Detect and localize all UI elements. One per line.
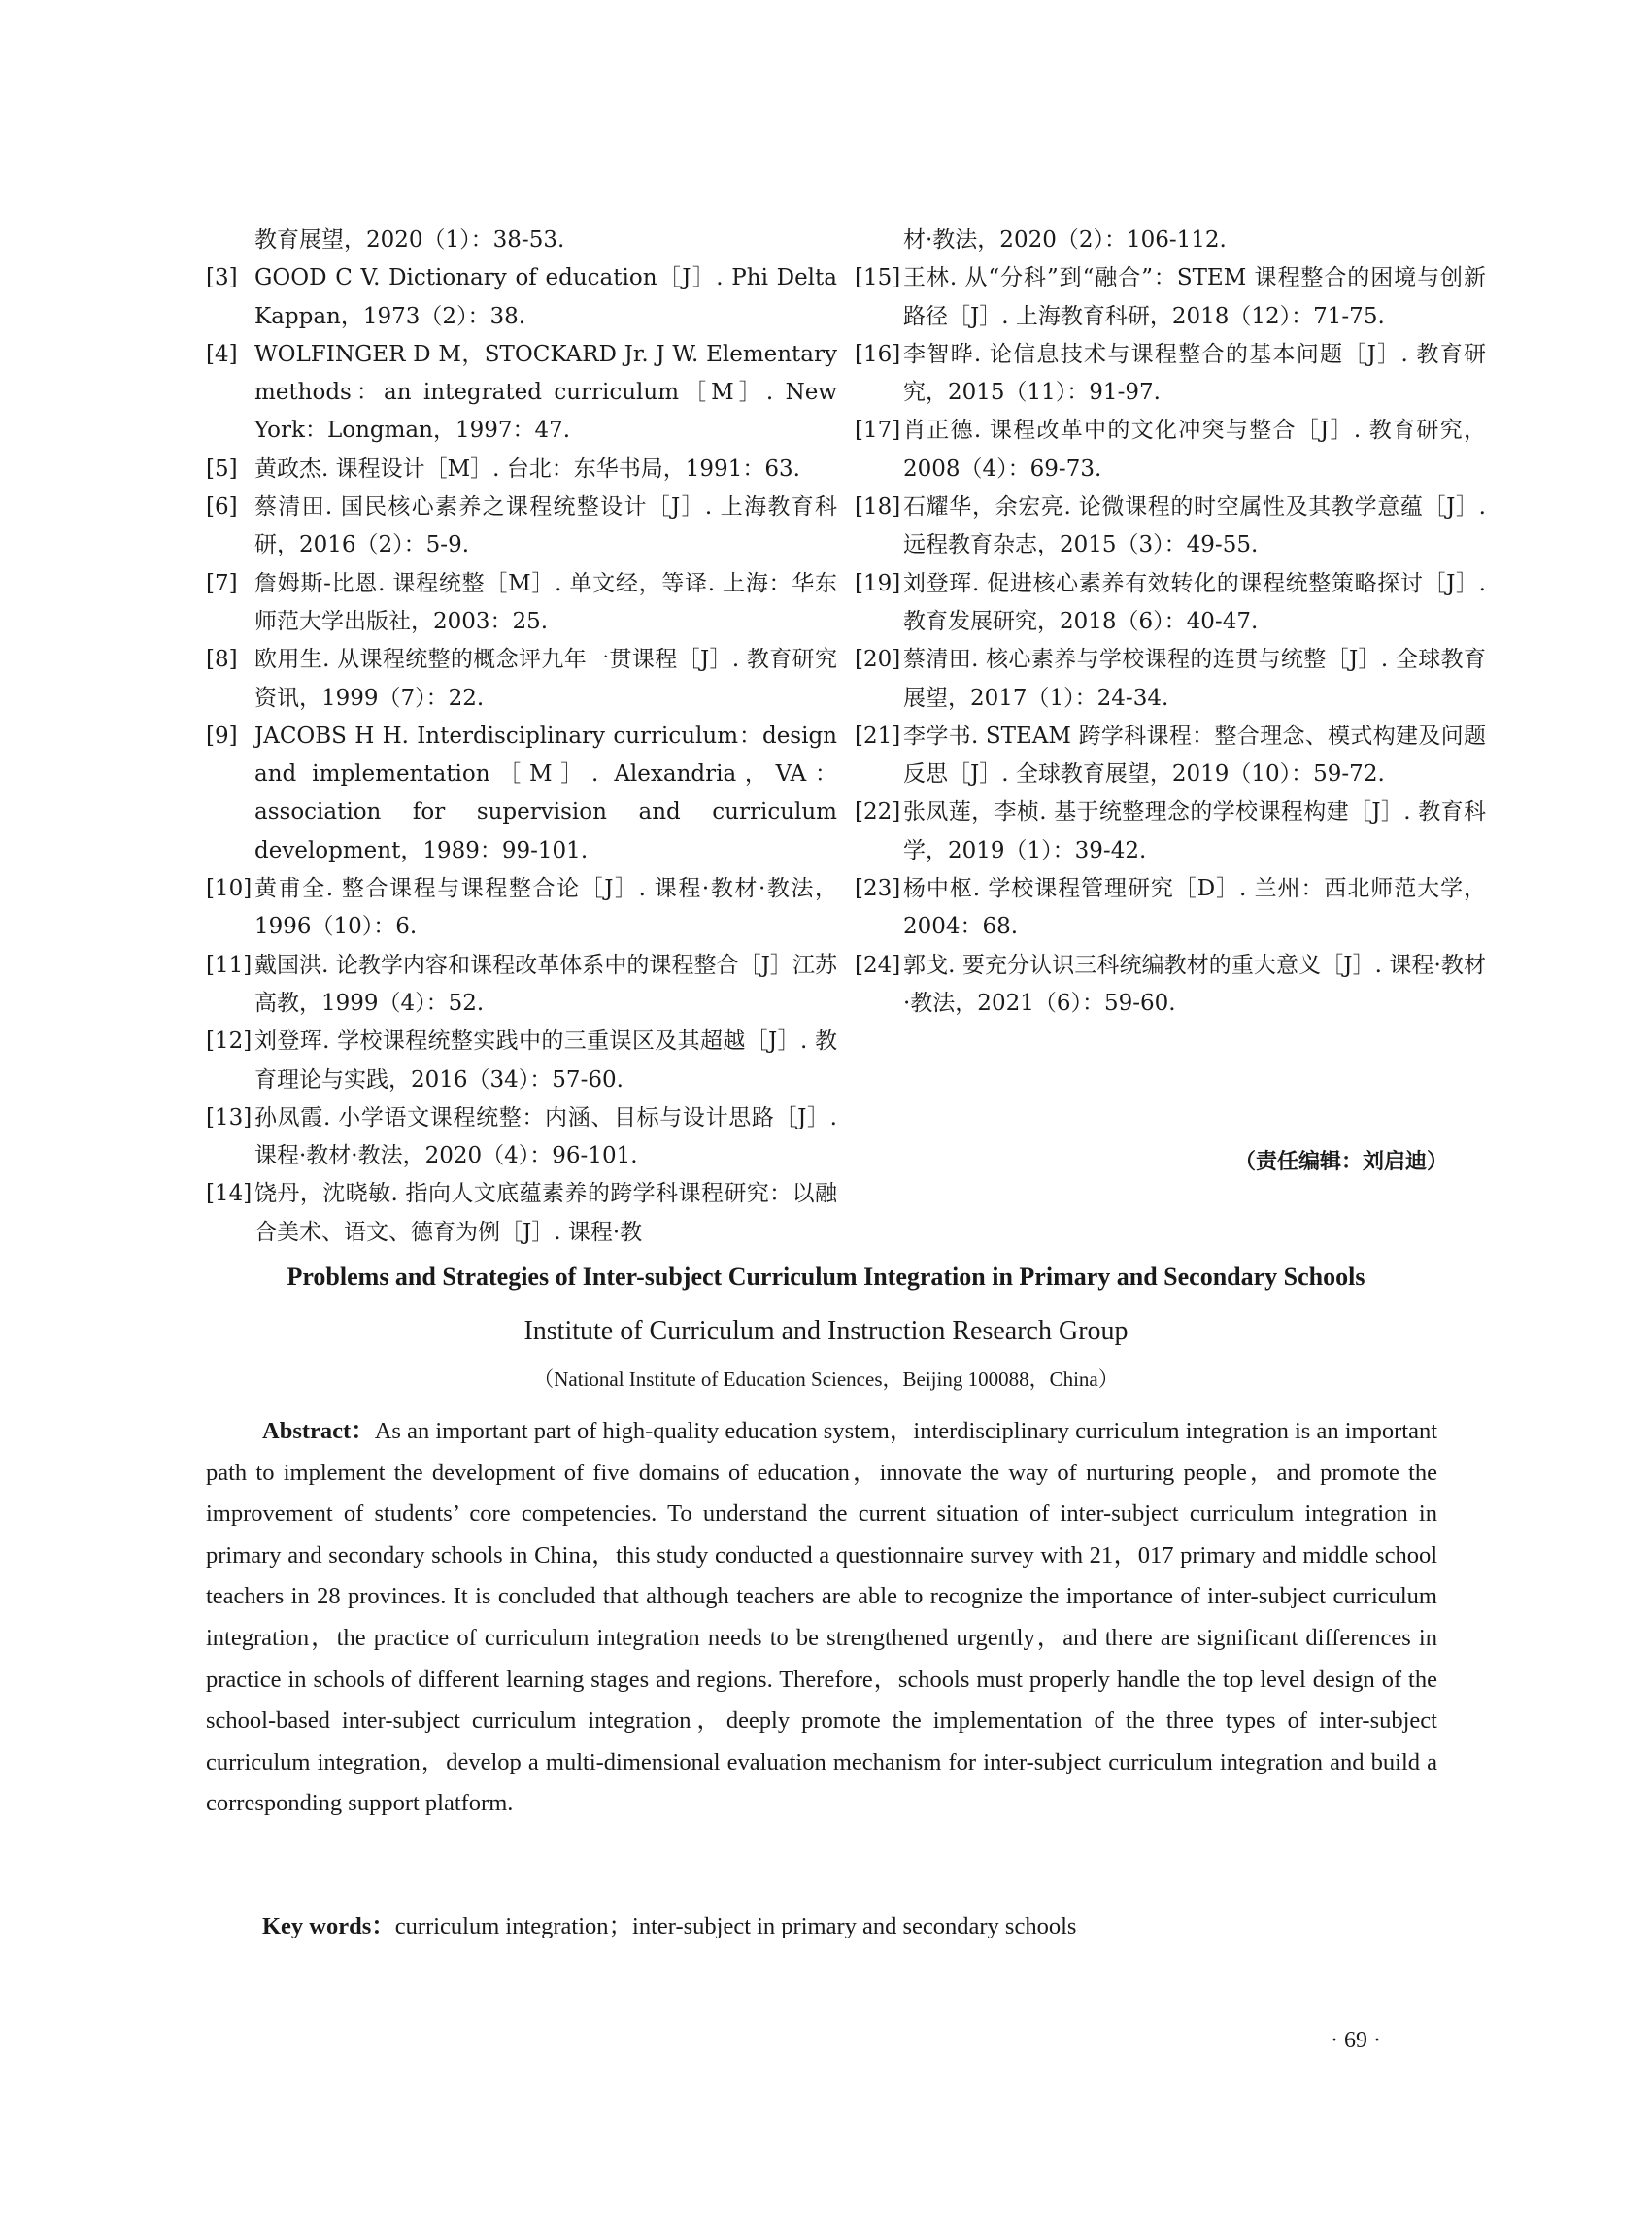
reference-text: JACOBS H H. Interdisciplinary curriculum：design and implementation［M］. Alexandria，VA：association for supervision and curriculum development，1989：99-101. xyxy=(254,723,837,863)
reference-item xyxy=(855,718,1486,794)
reference-number: [7] xyxy=(206,570,238,596)
reference-item xyxy=(855,336,1486,413)
reference-number: [17] xyxy=(855,418,901,444)
reference-number: [11] xyxy=(206,952,253,978)
reference-text: 李智晔. 论信息技术与课程整合的基本问题［J］. 教育研究，2015（11）：91-97. xyxy=(903,341,1486,406)
keywords-label: Key words： xyxy=(262,1913,395,1939)
page-number: · 69 · xyxy=(1331,2028,1381,2053)
reference-text: 蔡清田. 国民核心素养之课程统整设计［J］. 上海教育科研，2016（2）：5-9. xyxy=(254,494,837,558)
reference-item xyxy=(206,1099,837,1176)
reference-text: 黄甫全. 整合课程与课程整合论［J］. 课程·教材·教法，1996（10）：6. xyxy=(254,876,837,940)
english-authors: Institute of Curriculum and Instruction Research Group xyxy=(523,1316,1129,1346)
reference-text: 教育展望，2020（1）：38-53. xyxy=(254,227,565,253)
reference-number: [12] xyxy=(206,1028,253,1055)
reference-item xyxy=(206,718,837,870)
reference-number: [21] xyxy=(855,723,901,749)
reference-number: [9] xyxy=(206,723,238,749)
abstract-label: Abstract： xyxy=(262,1418,375,1444)
reference-text: GOOD C V. Dictionary of education［J］. Phi Delta Kappan，1973（2）：38. xyxy=(254,265,837,329)
reference-item xyxy=(206,947,837,1024)
reference-number: [23] xyxy=(855,876,901,902)
reference-text: 刘登珲. 促进核心素养有效转化的课程统整策略探讨［J］. 教育发展研究，2018（6）：40-47. xyxy=(903,570,1486,634)
reference-number: [22] xyxy=(855,799,901,826)
reference-number: [14] xyxy=(206,1181,253,1207)
reference-text: 蔡清田. 核心素养与学校课程的连贯与统整［J］. 全球教育展望，2017（1）：24-34. xyxy=(903,647,1486,711)
reference-text: 石耀华，余宏亮. 论微课程的时空属性及其教学意蕴［J］. 远程教育杂志，2015（3）：49-55. xyxy=(903,494,1486,558)
reference-number: [24] xyxy=(855,952,901,978)
reference-text: 材·教法，2020（2）：106-112. xyxy=(903,227,1227,253)
reference-item xyxy=(855,641,1486,718)
reference-number: [5] xyxy=(206,455,238,482)
reference-item xyxy=(206,221,837,259)
reference-item xyxy=(855,565,1486,642)
reference-text: 詹姆斯-比恩. 课程统整［M］. 单文经，等译. 上海：华东师范大学出版社，2003：25. xyxy=(254,570,837,634)
reference-text: 杨中枢. 学校课程管理研究［D］. 兰州：西北师范大学，2004：68. xyxy=(903,876,1486,940)
reference-text: WOLFINGER D M，STOCKARD Jr. J W. Elementary methods：an integrated curriculum［M］. New York：Longman，1997：47. xyxy=(254,341,837,444)
reference-number: [8] xyxy=(206,647,238,673)
reference-item xyxy=(855,489,1486,565)
reference-text: 肖正德. 课程改革中的文化冲突与整合［J］. 教育研究，2008（4）：69-73. xyxy=(903,418,1486,482)
english-keywords xyxy=(262,1907,1076,1941)
reference-text: 黄政杰. 课程设计［M］. 台北：东华书局，1991：63. xyxy=(254,455,800,482)
reference-number: [6] xyxy=(206,494,238,521)
reference-item xyxy=(855,870,1486,947)
references-left-column xyxy=(206,221,837,1252)
reference-text: 戴国洪. 论教学内容和课程改革体系中的课程整合［J］江苏高教，1999（4）：52. xyxy=(254,952,837,1016)
abstract-text: As an important part of high-quality education system，interdisciplinary curriculum integration is an important path to implement the development of five domains of education，innovate the way of nurturing people，and promote the improvement of students’ core competencies. To understand the current situation of inter-subject curriculum integration in primary and secondary schools in China，this study conducted a questionnaire survey with 21，017 primary and middle school teachers in 28 provinces. It is concluded that although teachers are able to recognize the importance of inter-subject curriculum integration，the practice of curriculum integration needs to be strengthened urgently，and there are significant differences in practice in schools of different learning stages and regions. Therefore，schools must properly handle the top level design of the school-based inter-subject curriculum integration，deeply promote the implementation of the three types of inter-subject curriculum integration，develop a multi-dimensional evaluation mechanism for inter-subject curriculum integration and build a corresponding support platform. xyxy=(206,1418,1437,1817)
reference-item xyxy=(206,336,837,451)
reference-text: 李学书. STEAM 跨学科课程：整合理念、模式构建及问题反思［J］. 全球教育展望，2019（10）：59-72. xyxy=(903,723,1486,788)
reference-item xyxy=(206,870,837,947)
english-affiliation: （National Institute of Education Sciences，Beijing 100088，China） xyxy=(533,1367,1119,1391)
editor-note: （责任编辑：刘启迪） xyxy=(1233,1150,1448,1174)
reference-item xyxy=(206,259,837,336)
english-abstract xyxy=(206,1411,1437,1825)
reference-text: 郭戈. 要充分认识三科统编教材的重大意义［J］. 课程·教材·教法，2021（6）：59-60. xyxy=(903,952,1486,1016)
reference-number: [16] xyxy=(855,341,901,367)
reference-text: 王林. 从“分科”到“融合”：STEM 课程整合的困境与创新路径［J］. 上海教育科研，2018（12）：71-75. xyxy=(903,265,1486,329)
reference-text: 饶丹，沈晓敏. 指向人文底蕴素养的跨学科课程研究：以融合美术、语文、德育为例［J］. 课程·教 xyxy=(254,1181,837,1245)
reference-item xyxy=(206,451,837,489)
reference-text: 欧用生. 从课程统整的概念评九年一贯课程［J］. 教育研究资讯，1999（7）：22. xyxy=(254,647,837,711)
reference-number: [10] xyxy=(206,876,253,902)
reference-item xyxy=(206,1023,837,1099)
reference-number: [3] xyxy=(206,265,238,291)
reference-number: [4] xyxy=(206,341,238,367)
reference-item xyxy=(855,793,1486,870)
reference-number: [18] xyxy=(855,494,901,521)
reference-item xyxy=(855,412,1486,489)
reference-number: [13] xyxy=(206,1104,253,1130)
reference-item xyxy=(855,259,1486,336)
reference-item xyxy=(206,489,837,565)
reference-number: [19] xyxy=(855,570,901,596)
keywords-text: curriculum integration；inter-subject in primary and secondary schools xyxy=(394,1913,1077,1939)
reference-item xyxy=(206,565,837,642)
reference-number: [15] xyxy=(855,265,901,291)
reference-item xyxy=(855,221,1486,259)
reference-item xyxy=(855,947,1486,1024)
reference-text: 孙凤霞. 小学语文课程统整：内涵、目标与设计思路［J］. 课程·教材·教法，2020（4）：96-101. xyxy=(254,1104,837,1169)
reference-text: 刘登珲. 学校课程统整实践中的三重误区及其超越［J］. 教育理论与实践，2016（34）：57-60. xyxy=(254,1028,837,1093)
references-right-column xyxy=(855,221,1486,1023)
reference-item xyxy=(206,1175,837,1252)
reference-item xyxy=(206,641,837,718)
english-title: Problems and Strategies of Inter-subject Curriculum Integration in Primary and Secondary Schools xyxy=(287,1263,1365,1291)
reference-text: 张凤莲，李桢. 基于统整理念的学校课程构建［J］. 教育科学，2019（1）：39-42. xyxy=(903,799,1486,863)
reference-number: [20] xyxy=(855,647,901,673)
